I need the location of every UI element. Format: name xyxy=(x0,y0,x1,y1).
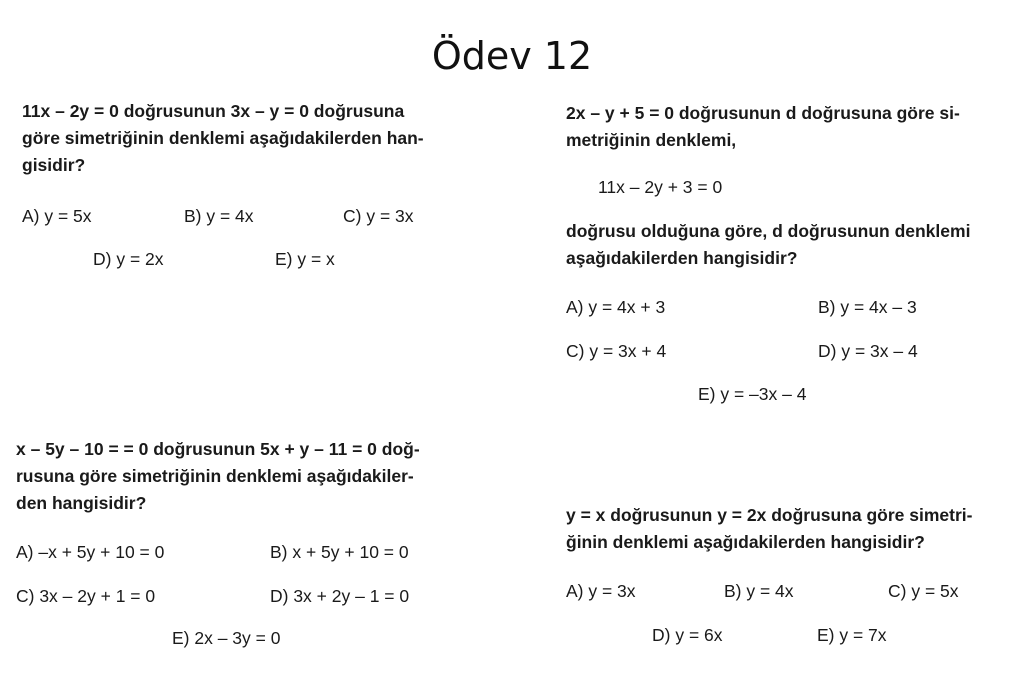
question-2-stem-line: metriğinin denklemi, xyxy=(566,130,737,150)
q3-option-d: D) 3x + 2y – 1 = 0 xyxy=(270,586,410,606)
question-2-continued xyxy=(566,218,1006,272)
q4-option-e: E) y = 7x xyxy=(817,625,887,645)
question-1-stem-line: göre simetriğinin denklemi aşağıdakilerden han- xyxy=(22,128,424,148)
q3-option-c: C) 3x – 2y + 1 = 0 xyxy=(16,586,156,606)
q2-option-d: D) y = 3x – 4 xyxy=(818,341,918,361)
q2-option-c: C) y = 3x + 4 xyxy=(566,341,667,361)
question-3 xyxy=(16,436,466,517)
q4-option-c: C) y = 5x xyxy=(888,581,959,601)
q2-option-a: A) y = 4x + 3 xyxy=(566,297,666,317)
question-2-stem-line: doğrusu olduğuna göre, d doğrusunun denklemi xyxy=(566,221,971,241)
q1-option-a: A) y = 5x xyxy=(22,206,92,226)
question-3-stem-line: x – 5y – 10 = = 0 doğrusunun 5x + y – 11 = 0 doğ- xyxy=(16,439,420,459)
q1-option-c: C) y = 3x xyxy=(343,206,414,226)
q2-option-e: E) y = –3x – 4 xyxy=(698,384,807,404)
question-1-stem-line: gisidir? xyxy=(22,155,86,175)
page-title: Ödev 12 xyxy=(431,34,593,78)
q1-option-d: D) y = 2x xyxy=(93,249,164,269)
q2-option-b: B) y = 4x – 3 xyxy=(818,297,917,317)
q3-option-a: A) –x + 5y + 10 = 0 xyxy=(16,542,165,562)
question-4-stem-line: ğinin denklemi aşağıdakilerden hangisidir? xyxy=(566,532,925,552)
q4-option-b: B) y = 4x xyxy=(724,581,794,601)
question-1-stem-line: 11x – 2y = 0 doğrusunun 3x – y = 0 doğrusuna xyxy=(22,101,405,121)
question-3-stem-line: den hangisidir? xyxy=(16,493,147,513)
question-2-stem-line: 2x – y + 5 = 0 doğrusunun d doğrusuna göre si- xyxy=(566,103,960,123)
q1-option-e: E) y = x xyxy=(275,249,335,269)
question-2 xyxy=(566,100,1006,154)
q3-option-b: B) x + 5y + 10 = 0 xyxy=(270,542,409,562)
question-4-stem-line: y = x doğrusunun y = 2x doğrusuna göre simetri- xyxy=(566,505,973,525)
q4-option-d: D) y = 6x xyxy=(652,625,723,645)
question-2-stem-line: aşağıdakilerden hangisidir? xyxy=(566,248,798,268)
q4-option-a: A) y = 3x xyxy=(566,581,636,601)
q2-equation: 11x – 2y + 3 = 0 xyxy=(598,177,723,197)
question-1 xyxy=(22,98,462,179)
q3-option-e: E) 2x – 3y = 0 xyxy=(172,628,281,648)
q1-option-b: B) y = 4x xyxy=(184,206,254,226)
question-4 xyxy=(566,502,1016,556)
question-3-stem-line: rusuna göre simetriğinin denklemi aşağıdakiler- xyxy=(16,466,414,486)
